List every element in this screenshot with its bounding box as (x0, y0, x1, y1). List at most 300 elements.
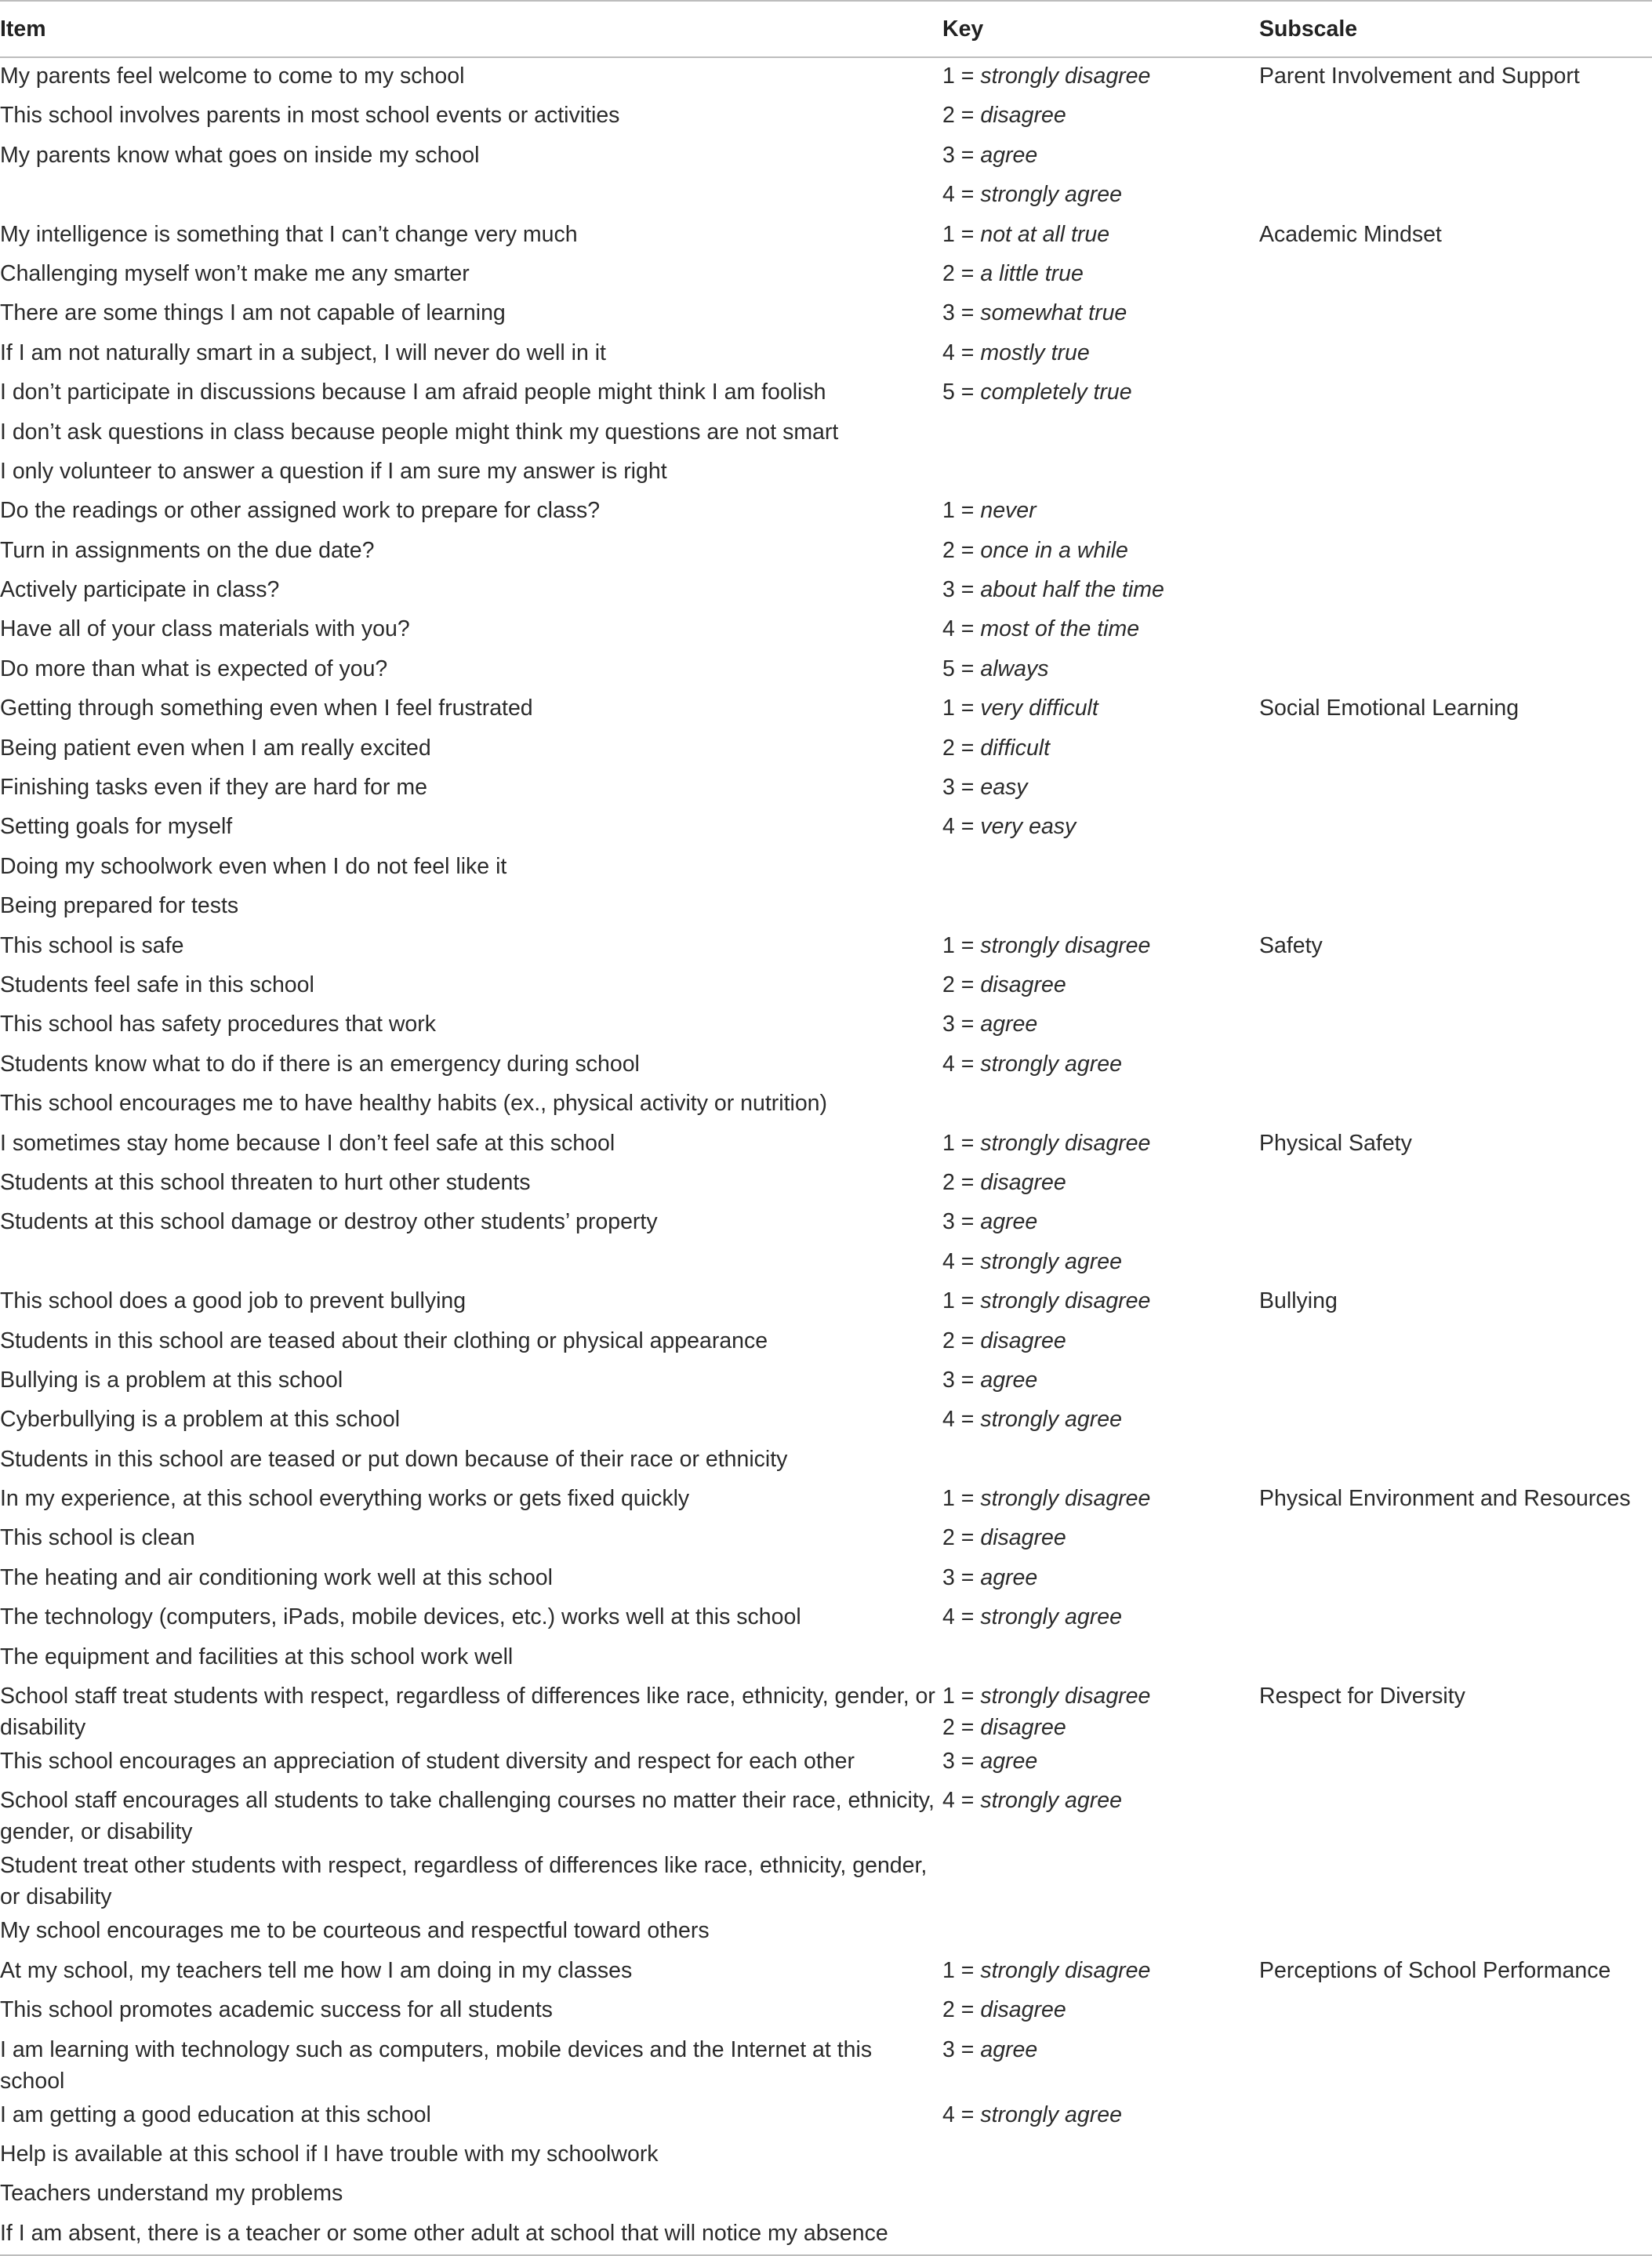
key-number: 3 = (942, 1012, 981, 1037)
subscale-cell (1259, 1560, 1652, 1599)
subscale-cell (1259, 2136, 1652, 2175)
item-cell: This school does a good job to prevent bullying (0, 1288, 467, 1314)
header-key: Key (942, 1, 1259, 57)
key-label: disagree (980, 1525, 1066, 1551)
key-label: easy (980, 775, 1028, 801)
key-number: 4 = (942, 616, 981, 642)
subscale-cell (1259, 848, 1652, 888)
item-cell: I am getting a good education at this school (0, 2102, 431, 2127)
key-cell (942, 335, 1259, 374)
header-item: Item (0, 1, 942, 57)
key-number: 4 = (942, 1788, 981, 1814)
key-cell (942, 1992, 1259, 2031)
key-cell (942, 57, 1259, 97)
key-cell (942, 1085, 1259, 1124)
key-label: strongly disagree (980, 1957, 1151, 1983)
item-cell (0, 1244, 942, 1283)
subscale-cell: Perceptions of School Performance (1259, 1957, 1611, 1983)
table-row (0, 1480, 1652, 1520)
table-row (0, 888, 1652, 927)
item-cell: Students feel safe in this school (0, 972, 314, 997)
table-row (0, 1046, 1652, 1085)
subscale-cell (1259, 335, 1652, 374)
subscale-cell: Physical Safety (1259, 1130, 1412, 1156)
subscale-cell (1259, 1244, 1652, 1283)
table-row (0, 1913, 1652, 1952)
item-cell: Bullying is a problem at this school (0, 1367, 343, 1393)
key-cell (942, 2032, 1259, 2097)
item-cell: This school encourages me to have healthy habits (ex., physical activity or nutrition) (0, 1091, 828, 1117)
item-cell: Students in this school are teased about their clothing or physical appearance (0, 1328, 768, 1353)
table-row (0, 1401, 1652, 1440)
key-cell (942, 2215, 1259, 2255)
table-row (0, 335, 1652, 374)
key-cell (942, 1204, 1259, 1243)
item-cell: Students at this school threaten to hurt other students (0, 1169, 531, 1195)
item-cell: I don’t participate in discussions because I am afraid people might think I am foolish (0, 380, 826, 405)
key-label: strongly disagree (980, 64, 1151, 89)
key-label: agree (980, 2036, 1038, 2062)
key-cell (942, 611, 1259, 650)
key-label: agree (980, 1209, 1038, 1235)
key-label: once in a while (980, 537, 1128, 563)
key-cell (942, 848, 1259, 888)
key-cell (942, 1480, 1259, 1520)
key-label: agree (980, 1012, 1038, 1037)
subscale-cell (1259, 256, 1652, 295)
item-cell: Doing my schoolwork even when I do not feel like it (0, 853, 507, 879)
subscale-cell (1259, 1913, 1652, 1952)
subscale-cell (1259, 1520, 1652, 1559)
key-cell (942, 1006, 1259, 1045)
key-number: 2 = (942, 972, 981, 997)
key-number: 1 = (942, 498, 981, 524)
key-label: strongly agree (980, 2102, 1122, 2127)
table-row (0, 1847, 1652, 1913)
key-label: strongly agree (980, 1248, 1122, 1274)
item-cell: Turn in assignments on the due date? (0, 537, 375, 563)
key-label: strongly agree (980, 1604, 1122, 1630)
subscale-cell (1259, 1323, 1652, 1362)
subscale-cell (1259, 1401, 1652, 1440)
subscale-cell: Academic Mindset (1259, 221, 1442, 247)
table-row (0, 1441, 1652, 1480)
key-number: 4 = (942, 340, 981, 365)
key-cell (942, 1678, 1259, 1743)
subscale-cell (1259, 967, 1652, 1006)
item-cell: Actively participate in class? (0, 577, 280, 603)
subscale-cell (1259, 1164, 1652, 1204)
subscale-cell: Bullying (1259, 1288, 1338, 1314)
key-label: not at all true (980, 221, 1110, 247)
item-cell: Challenging myself won’t make me any smarter (0, 260, 470, 286)
key-cell (942, 651, 1259, 690)
table-row (0, 1639, 1652, 1678)
item-cell: Setting goals for myself (0, 814, 233, 840)
table-row (0, 295, 1652, 334)
key-cell (942, 137, 1259, 176)
key-label: disagree (980, 103, 1066, 129)
item-cell: Teachers understand my problems (0, 2181, 343, 2207)
table-row (0, 1520, 1652, 1559)
item-cell: If I am not naturally smart in a subject, I will never do well in it (0, 340, 606, 365)
subscale-cell: Safety (1259, 932, 1323, 958)
key-cell (942, 967, 1259, 1006)
key-cell (942, 1520, 1259, 1559)
table-row (0, 1953, 1652, 1992)
key-cell (942, 928, 1259, 967)
key-number: 2 = (942, 103, 981, 129)
key-label: about half the time (980, 577, 1164, 603)
subscale-cell (1259, 1085, 1652, 1124)
key-cell (942, 1599, 1259, 1638)
key-cell (942, 1847, 1259, 1913)
item-cell: Have all of your class materials with you? (0, 616, 410, 642)
key-cell (942, 1401, 1259, 1440)
key-cell (942, 769, 1259, 808)
item-cell: Do the readings or other assigned work to prepare for class? (0, 498, 601, 524)
subscale-cell (1259, 730, 1652, 769)
key-number: 2 = (942, 537, 981, 563)
table-row (0, 848, 1652, 888)
table-row (0, 1782, 1652, 1847)
subscale-cell (1259, 1362, 1652, 1401)
key-number: 1 = (942, 696, 981, 721)
key-number: 3 = (942, 1209, 981, 1235)
key-number: 4 = (942, 814, 981, 840)
item-cell: Being prepared for tests (0, 893, 239, 919)
item-cell: Students at this school damage or destroy other students’ property (0, 1209, 658, 1235)
key-number: 2 = (942, 1525, 981, 1551)
key-number: 3 = (942, 775, 981, 801)
table-row (0, 57, 1652, 97)
key-cell (942, 1046, 1259, 1085)
key-number: 1 = (942, 932, 981, 958)
subscale-cell (1259, 572, 1652, 611)
key-cell (942, 414, 1259, 453)
item-cell: The equipment and facilities at this school work well (0, 1644, 514, 1669)
key-label: disagree (980, 1715, 1066, 1741)
table-header (0, 1, 1652, 57)
item-cell (0, 176, 942, 216)
item-cell: Getting through something even when I feel frustrated (0, 696, 533, 721)
key-cell (942, 1323, 1259, 1362)
key-number: 5 = (942, 656, 981, 681)
table-row (0, 2175, 1652, 2214)
key-label: strongly agree (980, 1788, 1122, 1814)
key-cell (942, 1362, 1259, 1401)
key-number: 3 = (942, 2036, 981, 2062)
subscale-cell (1259, 611, 1652, 650)
key-label: disagree (980, 972, 1066, 997)
key-number: 2 = (942, 260, 981, 286)
key-label: completely true (980, 380, 1132, 405)
subscale-cell: Physical Environment and Resources (1259, 1486, 1631, 1512)
subscale-cell (1259, 414, 1652, 453)
subscale-cell (1259, 1743, 1652, 1782)
subscale-cell (1259, 1046, 1652, 1085)
key-cell (942, 1560, 1259, 1599)
key-cell (942, 1244, 1259, 1283)
key-label: strongly disagree (980, 1130, 1151, 1156)
key-label: always (980, 656, 1049, 681)
item-cell: My intelligence is something that I can’t change very much (0, 221, 578, 247)
key-cell (942, 453, 1259, 492)
table-row (0, 928, 1652, 967)
key-number: 3 = (942, 1367, 981, 1393)
item-cell: Finishing tasks even if they are hard for me (0, 775, 427, 801)
key-number: 1 = (942, 1130, 981, 1156)
key-label: very difficult (980, 696, 1098, 721)
key-label: strongly disagree (980, 1486, 1151, 1512)
header-subscale: Subscale (1259, 1, 1652, 57)
subscale-cell (1259, 769, 1652, 808)
key-label: strongly disagree (980, 1288, 1151, 1314)
key-number: 1 = (942, 1486, 981, 1512)
item-cell: School staff treat students with respect, regardless of differences like race, ethnicity, gender, or disability (0, 1684, 935, 1741)
table-row (0, 1992, 1652, 2031)
item-cell: Being patient even when I am really excited (0, 735, 431, 761)
key-label: disagree (980, 1169, 1066, 1195)
subscale-cell (1259, 1992, 1652, 2031)
key-cell (942, 1913, 1259, 1952)
key-label: somewhat true (980, 300, 1127, 326)
key-label: strongly disagree (980, 1684, 1151, 1709)
key-number: 1 = (942, 1288, 981, 1314)
subscale-cell (1259, 1847, 1652, 1913)
key-number: 3 = (942, 577, 981, 603)
key-number: 5 = (942, 380, 981, 405)
key-cell (942, 256, 1259, 295)
key-label: strongly agree (980, 182, 1122, 208)
key-number: 2 = (942, 1715, 981, 1741)
key-cell (942, 1953, 1259, 1992)
key-cell (942, 1782, 1259, 1847)
table-row (0, 1323, 1652, 1362)
key-number: 1 = (942, 221, 981, 247)
table-row (0, 1085, 1652, 1124)
item-cell: At my school, my teachers tell me how I am doing in my classes (0, 1957, 633, 1983)
table-row (0, 651, 1652, 690)
key-number: 4 = (942, 2102, 981, 2127)
key-number: 3 = (942, 300, 981, 326)
key-cell (942, 97, 1259, 136)
key-cell (942, 572, 1259, 611)
item-cell: In my experience, at this school everything works or gets fixed quickly (0, 1486, 690, 1512)
item-cell: The technology (computers, iPads, mobile devices, etc.) works well at this school (0, 1604, 801, 1630)
key-number: 4 = (942, 1248, 981, 1274)
item-cell: There are some things I am not capable of learning (0, 300, 506, 326)
key-cell (942, 176, 1259, 216)
subscale-cell (1259, 2215, 1652, 2255)
subscale-cell (1259, 453, 1652, 492)
key-cell (942, 1283, 1259, 1322)
key-cell (942, 2175, 1259, 2214)
table-row (0, 453, 1652, 492)
table-row (0, 532, 1652, 572)
table-row (0, 2215, 1652, 2255)
table-row (0, 1283, 1652, 1322)
key-label: strongly agree (980, 1407, 1122, 1433)
item-cell: I don’t ask questions in class because people might think my questions are not smart (0, 419, 839, 445)
subscale-cell (1259, 295, 1652, 334)
table-row (0, 1125, 1652, 1164)
item-cell: This school has safety procedures that work (0, 1012, 437, 1037)
key-cell (942, 690, 1259, 729)
key-cell (942, 532, 1259, 572)
key-number: 3 = (942, 142, 981, 168)
subscale-cell (1259, 532, 1652, 572)
table-row (0, 730, 1652, 769)
header-row (0, 1, 1652, 57)
subscale-cell: Parent Involvement and Support (1259, 64, 1580, 89)
table-body (0, 57, 1652, 2255)
key-cell (942, 1639, 1259, 1678)
item-cell: Student treat other students with respect, regardless of differences like race, ethnicity, gender, or disability (0, 1853, 928, 1910)
key-cell (942, 295, 1259, 334)
key-cell (942, 216, 1259, 256)
key-number: 2 = (942, 1997, 981, 2023)
item-cell: I am learning with technology such as computers, mobile devices and the Internet at this school (0, 2036, 873, 2094)
key-cell (942, 1125, 1259, 1164)
item-cell: My parents feel welcome to come to my school (0, 64, 465, 89)
key-label: agree (980, 142, 1038, 168)
table-row (0, 1599, 1652, 1638)
table-row (0, 1560, 1652, 1599)
key-number: 1 = (942, 1684, 981, 1709)
subscale-cell (1259, 137, 1652, 176)
key-label: disagree (980, 1997, 1066, 2023)
key-number: 1 = (942, 1957, 981, 1983)
key-number: 3 = (942, 1564, 981, 1590)
item-cell: My school encourages me to be courteous and respectful toward others (0, 1918, 710, 1944)
item-cell: I only volunteer to answer a question if I am sure my answer is right (0, 458, 667, 484)
key-label: difficult (980, 735, 1051, 761)
subscale-cell (1259, 1599, 1652, 1638)
key-number: 1 = (942, 64, 981, 89)
subscale-cell (1259, 808, 1652, 848)
key-label: a little true (980, 260, 1084, 286)
table-row (0, 374, 1652, 413)
item-cell: Cyberbullying is a problem at this school (0, 1407, 401, 1433)
table-row (0, 1678, 1652, 1743)
item-cell: This school involves parents in most school events or activities (0, 103, 620, 129)
subscale-cell (1259, 1441, 1652, 1480)
subscale-cell (1259, 2032, 1652, 2097)
table-row (0, 1244, 1652, 1283)
item-cell: This school promotes academic success for all students (0, 1997, 553, 2023)
subscale-cell: Respect for Diversity (1259, 1684, 1465, 1709)
table-row (0, 2136, 1652, 2175)
table-row (0, 611, 1652, 650)
table-row (0, 2097, 1652, 2136)
key-cell (942, 374, 1259, 413)
subscale-cell (1259, 97, 1652, 136)
key-cell (942, 2136, 1259, 2175)
table-row (0, 967, 1652, 1006)
item-cell: Do more than what is expected of you? (0, 656, 388, 681)
table-row (0, 492, 1652, 532)
table-row (0, 2032, 1652, 2097)
item-cell: This school is clean (0, 1525, 195, 1551)
subscale-cell (1259, 2175, 1652, 2214)
key-cell (942, 808, 1259, 848)
table-row (0, 97, 1652, 136)
key-cell (942, 888, 1259, 927)
item-cell: I sometimes stay home because I don’t feel safe at this school (0, 1130, 615, 1156)
table-row (0, 256, 1652, 295)
key-number: 4 = (942, 1051, 981, 1077)
item-cell: Help is available at this school if I have trouble with my schoolwork (0, 2141, 659, 2167)
item-cell: Students in this school are teased or put down because of their race or ethnicity (0, 1446, 788, 1472)
key-label: never (980, 498, 1037, 524)
table-row (0, 1204, 1652, 1243)
subscale-cell (1259, 651, 1652, 690)
subscale-cell (1259, 176, 1652, 216)
item-cell: Students know what to do if there is an emergency during school (0, 1051, 640, 1077)
table-row (0, 1006, 1652, 1045)
subscale-cell (1259, 374, 1652, 413)
key-number: 2 = (942, 1169, 981, 1195)
table-row (0, 1743, 1652, 1782)
subscale-cell: Social Emotional Learning (1259, 696, 1519, 721)
key-label: mostly true (980, 340, 1090, 365)
key-number: 2 = (942, 735, 981, 761)
key-label: agree (980, 1749, 1038, 1775)
item-cell: School staff encourages all students to take challenging courses no matter their race, ethnicity, gender, or disability (0, 1788, 935, 1845)
key-cell (942, 1441, 1259, 1480)
table-row (0, 216, 1652, 256)
subscale-cell (1259, 1782, 1652, 1847)
item-cell: If I am absent, there is a teacher or some other adult at school that will notice my absence (0, 2215, 942, 2255)
key-label: strongly agree (980, 1051, 1122, 1077)
table-row (0, 137, 1652, 176)
subscale-cell (1259, 492, 1652, 532)
subscale-cell (1259, 1204, 1652, 1243)
table-row (0, 1362, 1652, 1401)
table-row (0, 769, 1652, 808)
key-number: 4 = (942, 1604, 981, 1630)
key-cell (942, 492, 1259, 532)
item-cell: This school is safe (0, 932, 184, 958)
subscale-cell (1259, 1006, 1652, 1045)
key-label: strongly disagree (980, 932, 1151, 958)
key-cell (942, 1164, 1259, 1204)
table-row (0, 572, 1652, 611)
key-cell (942, 2097, 1259, 2136)
key-number: 2 = (942, 1328, 981, 1353)
subscale-cell (1259, 2097, 1652, 2136)
key-label: most of the time (980, 616, 1140, 642)
subscale-cell (1259, 888, 1652, 927)
key-number: 4 = (942, 182, 981, 208)
key-label: disagree (980, 1328, 1066, 1353)
key-label: agree (980, 1367, 1038, 1393)
table-row (0, 690, 1652, 729)
item-cell: The heating and air conditioning work well at this school (0, 1564, 553, 1590)
key-label: agree (980, 1564, 1038, 1590)
item-cell: This school encourages an appreciation of student diversity and respect for each other (0, 1749, 855, 1775)
item-cell: My parents know what goes on inside my school (0, 142, 480, 168)
key-label: very easy (980, 814, 1077, 840)
table-row (0, 414, 1652, 453)
key-number: 3 = (942, 1749, 981, 1775)
table-row (0, 176, 1652, 216)
key-cell (942, 730, 1259, 769)
table-row (0, 1164, 1652, 1204)
subscale-cell (1259, 1639, 1652, 1678)
key-number: 4 = (942, 1407, 981, 1433)
